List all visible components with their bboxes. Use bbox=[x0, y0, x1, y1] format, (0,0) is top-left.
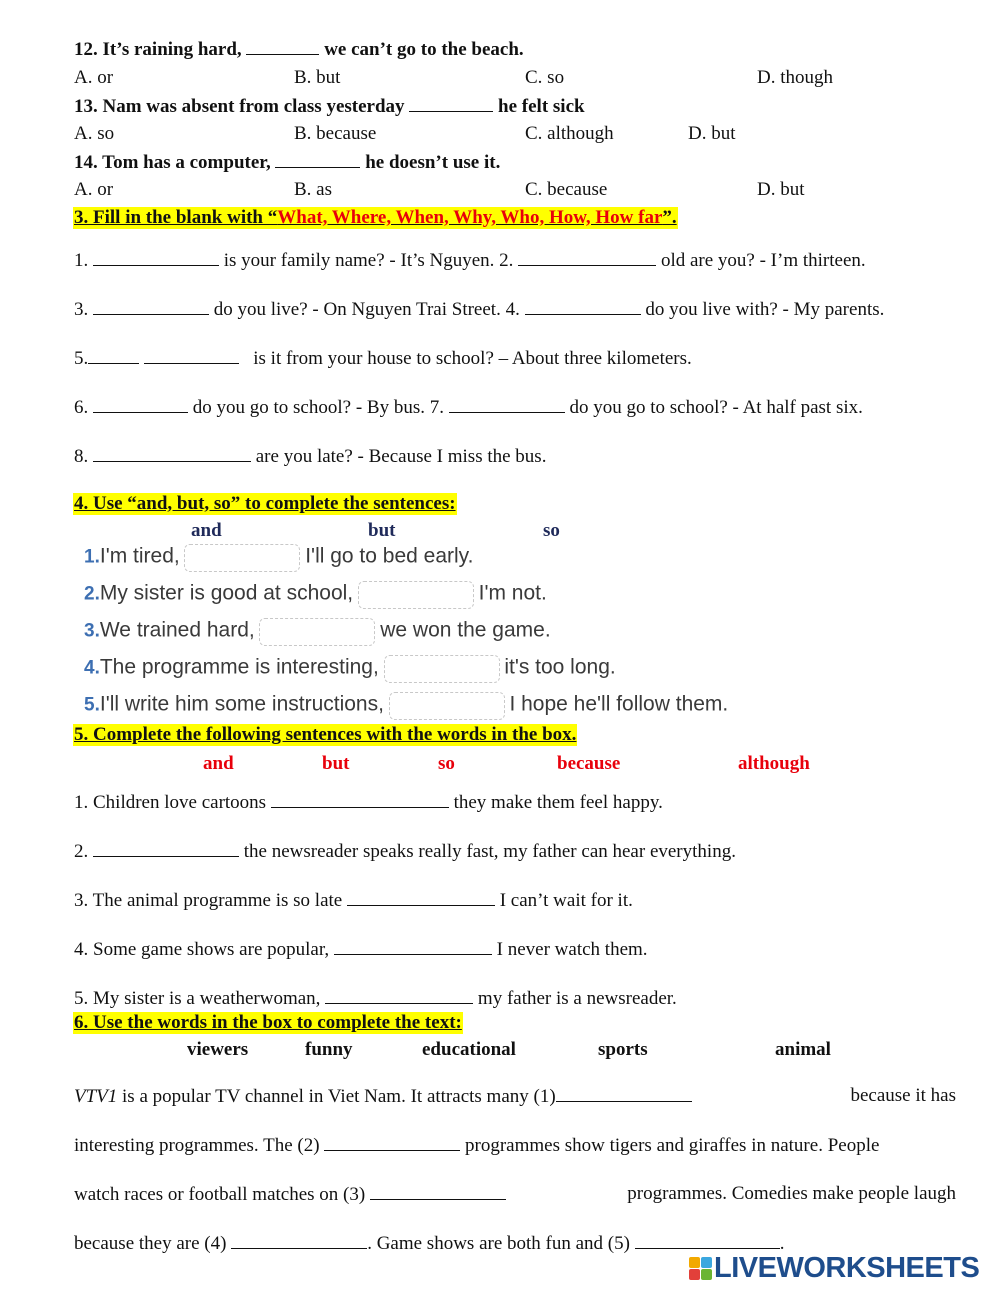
s4-item: 3.We trained hard, we won the game. bbox=[84, 618, 551, 648]
q13-option-d[interactable]: D. but bbox=[688, 123, 736, 144]
liveworksheets-logo bbox=[688, 1252, 979, 1285]
answer-input[interactable] bbox=[384, 655, 500, 683]
s5-line-1: 1. Children love cartoons they make them feel happy. bbox=[74, 792, 663, 813]
s5-line-4: 4. Some game shows are popular, I never watch them. bbox=[74, 939, 648, 960]
s6-l1-part: VTV1 is a popular TV channel in Viet Nam. It attracts many (1) bbox=[74, 1085, 692, 1108]
answer-blank[interactable] bbox=[409, 95, 493, 112]
answer-input[interactable] bbox=[389, 692, 505, 720]
s4-word-and: and bbox=[191, 520, 222, 541]
answer-blank[interactable] bbox=[518, 249, 656, 266]
s3-line-5: 8. are you late? - Because I miss the bus. bbox=[74, 446, 547, 467]
answer-blank-4[interactable] bbox=[231, 1232, 367, 1249]
s6-text-line-3: watch races or football matches on (3) programmes. Comedies make people laugh bbox=[74, 1183, 956, 1205]
s6-word-educational: educational bbox=[422, 1039, 516, 1060]
s5-line-2: 2. the newsreader speaks really fast, my father can hear everything. bbox=[74, 841, 736, 862]
q14-option-a[interactable]: A. or bbox=[74, 179, 114, 200]
q13-option-c[interactable]: C. although bbox=[525, 123, 614, 144]
answer-blank-5[interactable] bbox=[635, 1232, 780, 1249]
answer-blank[interactable] bbox=[93, 840, 239, 857]
answer-blank[interactable] bbox=[525, 298, 641, 315]
answer-blank[interactable] bbox=[246, 38, 319, 55]
answer-blank[interactable] bbox=[93, 396, 188, 413]
q12-option-d[interactable]: D. though bbox=[757, 67, 833, 88]
s5-line-3: 3. The animal programme is so late I can’t wait for it. bbox=[74, 890, 633, 911]
section-6-heading: 6. Use the words in the box to complete the text: bbox=[74, 1012, 462, 1033]
answer-blank[interactable] bbox=[144, 347, 239, 364]
answer-input[interactable] bbox=[358, 581, 474, 609]
logo-text: LIVEWORKSHEETS bbox=[714, 1252, 980, 1284]
logo-icon bbox=[688, 1255, 714, 1283]
s5-word-and: and bbox=[203, 753, 234, 774]
answer-blank[interactable] bbox=[325, 987, 473, 1004]
q12-option-b[interactable]: B. but bbox=[294, 67, 341, 88]
answer-blank[interactable] bbox=[271, 791, 449, 808]
q12-option-a[interactable]: A. or bbox=[74, 67, 114, 88]
answer-blank[interactable] bbox=[88, 347, 139, 364]
s4-word-but: but bbox=[368, 520, 396, 541]
s5-word-although: although bbox=[738, 753, 810, 774]
s6-word-funny: funny bbox=[305, 1039, 353, 1060]
answer-input[interactable] bbox=[259, 618, 375, 646]
s3-line-2: 3. do you live? - On Nguyen Trai Street. 4. do you live with? - My parents. bbox=[74, 299, 885, 320]
s6-text-line-2: interesting programmes. The (2) programmes show tigers and giraffes in nature. People bbox=[74, 1135, 880, 1156]
s4-item: 2.My sister is good at school, I'm not. bbox=[84, 581, 547, 611]
answer-blank[interactable] bbox=[93, 249, 219, 266]
section-3-heading: 3. Fill in the blank with “What, Where, When, Why, Who, How, How far”. bbox=[74, 207, 677, 228]
q13-option-a[interactable]: A. so bbox=[74, 123, 115, 144]
q14-option-d[interactable]: D. but bbox=[757, 179, 805, 200]
answer-blank[interactable] bbox=[275, 151, 360, 168]
s5-word-but: but bbox=[322, 753, 350, 774]
answer-blank[interactable] bbox=[93, 298, 209, 315]
s3-line-4: 6. do you go to school? - By bus. 7. do you go to school? - At half past six. bbox=[74, 397, 863, 418]
s3-line-1: 1. is your family name? - It’s Nguyen. 2. old are you? - I’m thirteen. bbox=[74, 250, 866, 271]
question-12-stem: 12. It’s raining hard, we can’t go to the beach. bbox=[74, 39, 524, 60]
s4-item: 5.I'll write him some instructions, I hope he'll follow them. bbox=[84, 692, 728, 722]
answer-input[interactable] bbox=[184, 544, 300, 572]
question-14-stem: 14. Tom has a computer, he doesn’t use it. bbox=[74, 152, 501, 173]
s4-word-so: so bbox=[543, 520, 560, 541]
q13-option-b[interactable]: B. because bbox=[294, 123, 377, 144]
s6-word-viewers: viewers bbox=[187, 1039, 249, 1060]
s6-word-sports: sports bbox=[598, 1039, 648, 1060]
answer-blank[interactable] bbox=[347, 889, 495, 906]
answer-blank-1[interactable] bbox=[556, 1085, 692, 1102]
s3-line-3: 5. is it from your house to school? – About three kilometers. bbox=[74, 348, 692, 369]
s6-l3-part: watch races or football matches on (3) bbox=[74, 1183, 506, 1206]
s6-text-line-4: because they are (4) . Game shows are both fun and (5) . bbox=[74, 1233, 785, 1254]
s6-text-line-1: VTV1 is a popular TV channel in Viet Nam. It attracts many (1) because it has bbox=[74, 1085, 956, 1107]
s5-word-so: so bbox=[438, 753, 455, 774]
answer-blank[interactable] bbox=[449, 396, 565, 413]
q14-option-c[interactable]: C. because bbox=[525, 179, 608, 200]
s6-word-animal: animal bbox=[775, 1039, 831, 1060]
question-13-stem: 13. Nam was absent from class yesterday he felt sick bbox=[74, 96, 585, 117]
section-4-heading: 4. Use “and, but, so” to complete the sentences: bbox=[74, 493, 456, 514]
s5-line-5: 5. My sister is a weatherwoman, my father is a newsreader. bbox=[74, 988, 677, 1009]
answer-blank[interactable] bbox=[93, 445, 251, 462]
section-5-heading: 5. Complete the following sentences with the words in the box. bbox=[74, 724, 577, 745]
question-words: What, Where, When, Why, Who, How, How far bbox=[277, 207, 663, 228]
s4-item: 1.I'm tired, I'll go to bed early. bbox=[84, 544, 473, 574]
q14-option-b[interactable]: B. as bbox=[294, 179, 332, 200]
answer-blank-2[interactable] bbox=[324, 1134, 460, 1151]
s4-item: 4.The programme is interesting, it's too long. bbox=[84, 655, 616, 685]
q12-option-c[interactable]: C. so bbox=[525, 67, 565, 88]
answer-blank[interactable] bbox=[334, 938, 492, 955]
s5-word-because: because bbox=[557, 753, 621, 774]
answer-blank-3[interactable] bbox=[370, 1183, 506, 1200]
